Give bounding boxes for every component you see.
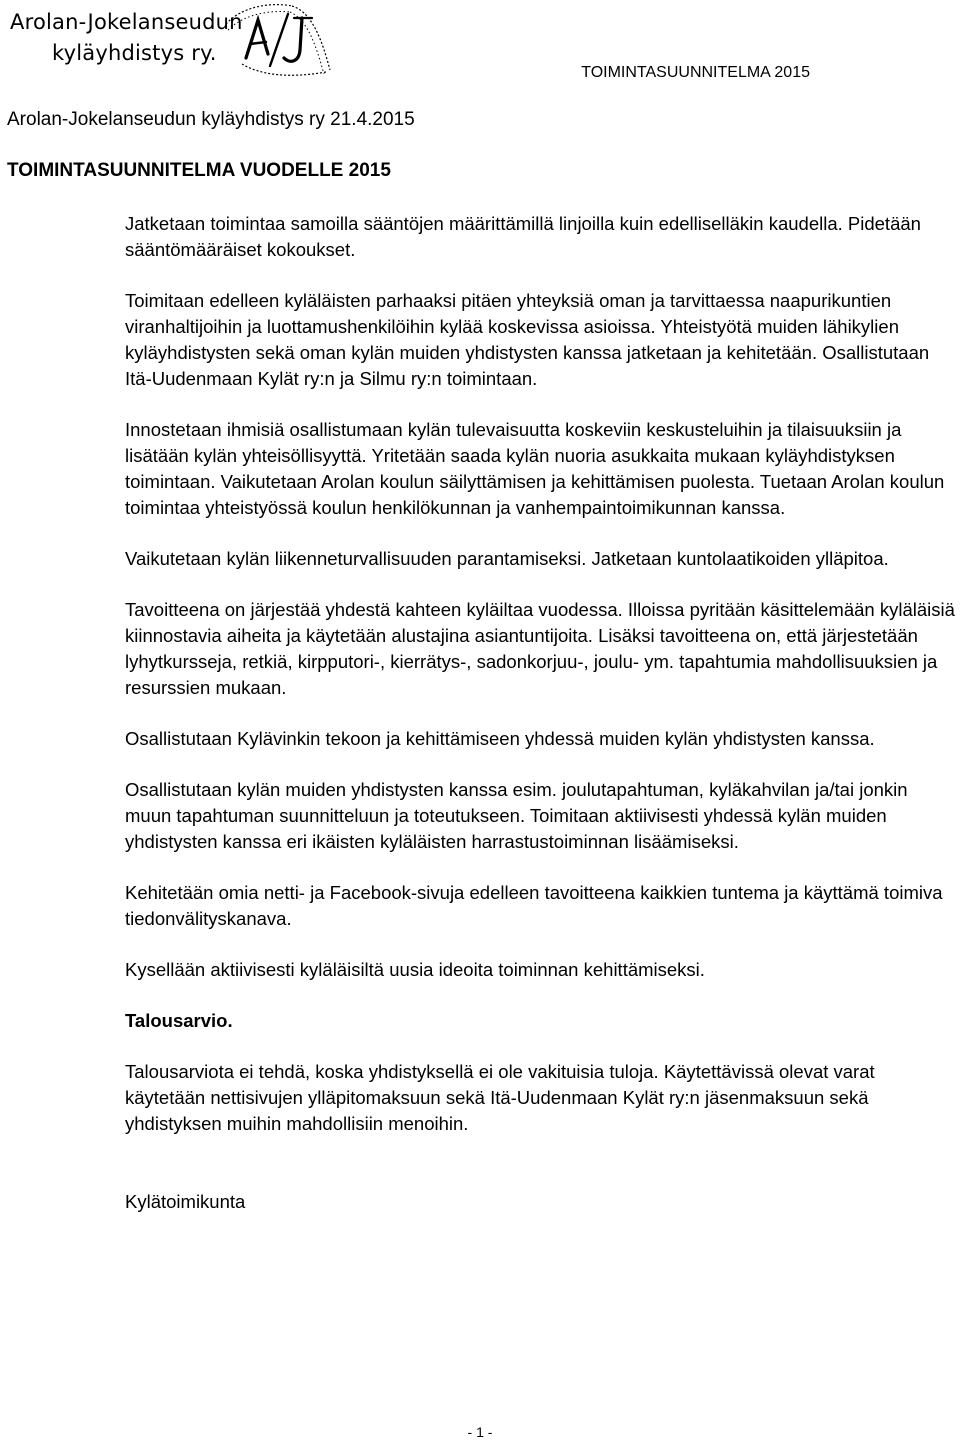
paragraph-community: Innostetaan ihmisiä osallistumaan kylän tulevaisuutta koskeviin keskusteluihin ja tilaisuuksiin ja lisätään kylän yhteisöllisyyttä. Yritetään saada kylän nuoria asukkaita mukaan kyläyhdistyksen toimintaan. Vaikutetaan Arolan koulun säilyttämisen ja kehittämisen puolesta. Tuetaan Arolan koulun toimintaa yhteistyössä koulun henkilökunnan ja vanhempaintoimikunnan kanssa. <box>125 419 945 518</box>
budget-heading: Talousarvio. <box>125 1010 233 1031</box>
document-body <box>125 211 955 1240</box>
organization-and-date: Arolan-Jokelanseudun kyläyhdistys ry 21.4.2015 <box>7 109 415 130</box>
paragraph-continuation: Jatketaan toimintaa samoilla sääntöjen määrittämillä linjoilla kuin edelliselläkin kaudella. Pidetään sääntömääräiset kokoukset. <box>125 213 921 260</box>
signature: Kylätoimikunta <box>125 1191 246 1212</box>
paragraph-ideas: Kysellään aktiivisesti kyläläisiltä uusia ideoita toiminnan kehittämiseksi. <box>125 959 705 980</box>
logo-text-line1: Arolan-Jokelanseudun <box>10 10 243 34</box>
paragraph-village-evenings: Tavoitteena on järjestää yhdestä kahteen kyläiltaa vuodessa. Illoissa pyritään käsittelemään kyläläisiä kiinnostavia aiheita ja käytetään alustajina asiantuntijoita. Lisäksi tavoitteena on, että järjestetään lyhytkursseja, retkiä, kirpputori-, kierrätys-, sadonkorjuu-, joulu- ym. tapahtumia mahdollisuuksien ja resurssien mukaan. <box>125 599 955 698</box>
association-logo <box>0 0 340 80</box>
paragraph-traffic-safety: Vaikutetaan kylän liikenneturvallisuuden parantamiseksi. Jatketaan kuntolaatikoiden ylläpitoa. <box>125 548 889 569</box>
page-number: - 1 - <box>467 1424 493 1440</box>
paragraph-web-pages: Kehitetään omia netti- ja Facebook-sivuja edelleen tavoitteena kaikkien tuntema ja käyttämä toimiva tiedonvälityskanava. <box>125 882 943 929</box>
document-header-label: TOIMINTASUUNNITELMA 2015 <box>581 64 810 81</box>
page-title: TOIMINTASUUNNITELMA VUODELLE 2015 <box>7 160 391 181</box>
paragraph-events: Osallistutaan kylän muiden yhdistysten kanssa esim. joulutapahtuman, kyläkahvilan ja/tai jonkin muun tapahtuman suunnitteluun ja toteutukseen. Toimitaan aktiivisesti yhdessä kylän muiden yhdistysten kanssa eri ikäisten kyläläisten harrastustoiminnan lisäämiseksi. <box>125 779 908 852</box>
paragraph-cooperation: Toimitaan edelleen kyläläisten parhaaksi pitäen yhteyksiä oman ja tarvittaessa naapurikuntien viranhaltijoihin ja luottamushenkilöihin kylää koskevissa asioissa. Yhteistyötä muiden lähikylien kyläyhdistysten sekä oman kylän muiden yhdistysten kanssa jatketaan ja kehitetään. Osallistutaan Itä-Uudenmaan Kylät ry:n ja Silmu ry:n toimintaan. <box>125 290 930 389</box>
paragraph-kylavinkki: Osallistutaan Kylävinkin tekoon ja kehittämiseen yhdessä muiden kylän yhdistysten kanssa. <box>125 728 875 749</box>
logo-monogram-emblem <box>222 0 334 80</box>
paragraph-budget: Talousarviota ei tehdä, koska yhdistyksellä ei ole vakituisia tuloja. Käytettävissä olevat varat käytetään nettisivujen ylläpitomaksuun sekä Itä-Uudenmaan Kylät ry:n jäsenmaksuun sekä yhdistyksen muihin mahdollisiin menoihin. <box>125 1061 875 1134</box>
logo-text-line2: kyläyhdistys ry. <box>52 41 217 65</box>
